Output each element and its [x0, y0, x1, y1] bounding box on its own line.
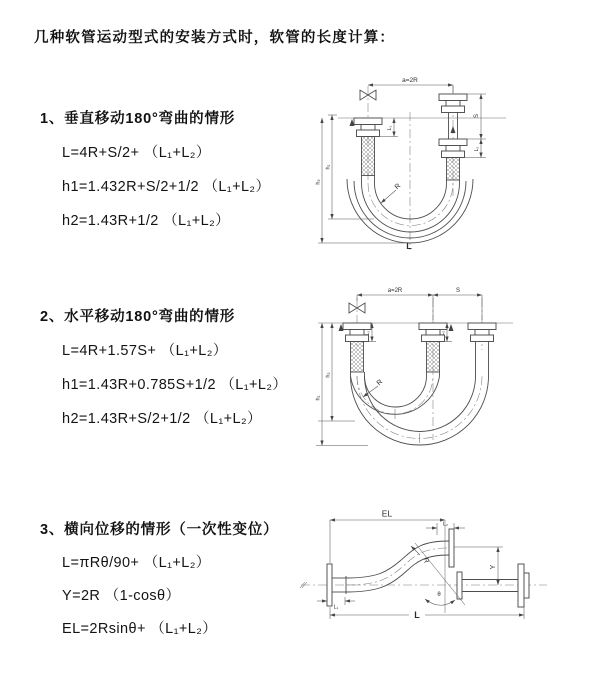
- dim-label-s: S: [474, 113, 480, 119]
- dim-label-l1: L₁: [365, 330, 371, 336]
- dim-label-radius: R: [421, 557, 430, 564]
- diagram-vertical-180-bend: [310, 68, 595, 258]
- left-pipe-flange: [350, 118, 383, 176]
- dim-label-radius: R: [393, 182, 403, 192]
- dim-label-l2: L₂: [440, 330, 446, 336]
- section-heading: 2、水平移动180°弯曲的情形: [40, 309, 236, 325]
- radius-callout: [411, 546, 429, 564]
- left-pipe-flange: [339, 323, 372, 372]
- section-heading: 3、横向位移的情形（一次性变位）: [40, 522, 279, 538]
- diagram-lateral-displacement: [297, 503, 597, 648]
- formula-line: h2=1.43R+S/2+1/2 （L₁+L₂）: [62, 411, 262, 427]
- dim-label-h1: h₁: [325, 164, 332, 170]
- dim-label-l: L: [414, 610, 420, 620]
- original-position-pipe: [457, 564, 529, 607]
- hose-s-curve: [346, 541, 449, 592]
- dimension-el: [330, 509, 445, 564]
- dim-label-h2: h₂: [315, 179, 322, 185]
- section-lateral-displacement: [40, 518, 278, 638]
- dim-label-y: Y: [490, 564, 497, 570]
- dimension-a2r: [368, 77, 453, 93]
- section-horizontal-bend: [40, 305, 287, 428]
- dim-label-l1: L₁: [387, 125, 393, 131]
- upper-flange: [449, 529, 454, 567]
- dim-label-el: EL: [381, 508, 393, 519]
- formula-line: EL=2Rsinθ+ （L₁+L₂）: [62, 621, 218, 637]
- formula-line: L=4R+S/2+ （L₁+L₂）: [62, 145, 211, 161]
- formula-line: h2=1.43R+1/2 （L₁+L₂）: [62, 213, 231, 229]
- dim-label-l1: L₁: [333, 604, 339, 611]
- dim-label-h2: h₂: [325, 372, 332, 378]
- formula-line: h1=1.432R+S/2+1/2 （L₁+L₂）: [62, 179, 271, 195]
- dim-label-length: L: [406, 241, 412, 251]
- dim-label-s: S: [455, 288, 461, 294]
- radius-callout: [363, 379, 384, 397]
- formula-line: L=πRθ/90+ （L₁+L₂）: [62, 555, 211, 571]
- radius-callout: [381, 183, 402, 203]
- centerlines: [300, 582, 547, 588]
- formula-line: h1=1.43R+0.785S+1/2 （L₁+L₂）: [62, 377, 288, 393]
- formula-line: Y=2R （1-cosθ）: [62, 588, 181, 604]
- section-vertical-bend: [40, 107, 270, 230]
- dim-label-radius: R: [375, 378, 385, 388]
- middle-pipe-flange: [419, 323, 454, 372]
- dimension-s: [463, 94, 486, 158]
- dim-label-a2r: a=2R: [402, 77, 418, 84]
- dim-label-theta: θ: [437, 592, 441, 598]
- dimension-a2r: [357, 288, 482, 320]
- dimension-l1: [317, 597, 355, 611]
- section-heading: 1、垂直移动180°弯曲的情形: [40, 111, 236, 127]
- centerlines: [315, 298, 513, 440]
- dim-label-l2: L₂: [443, 521, 448, 528]
- diagram-horizontal-180-bend: [308, 280, 593, 465]
- dim-label-l2: L₂: [474, 146, 480, 152]
- dimension-l: [330, 604, 524, 620]
- dim-label-h1: h₁: [315, 395, 322, 401]
- dim-label-a2r: a=2R: [387, 288, 403, 294]
- dimension-l2: [426, 522, 465, 536]
- hose-u-bends: [351, 372, 489, 445]
- formula-line: L=4R+1.57S+ （L₁+L₂）: [62, 343, 228, 359]
- dimension-l1: [380, 118, 398, 137]
- page-title: 几种软管运动型式的安装方式时，软管的长度计算：: [34, 30, 396, 46]
